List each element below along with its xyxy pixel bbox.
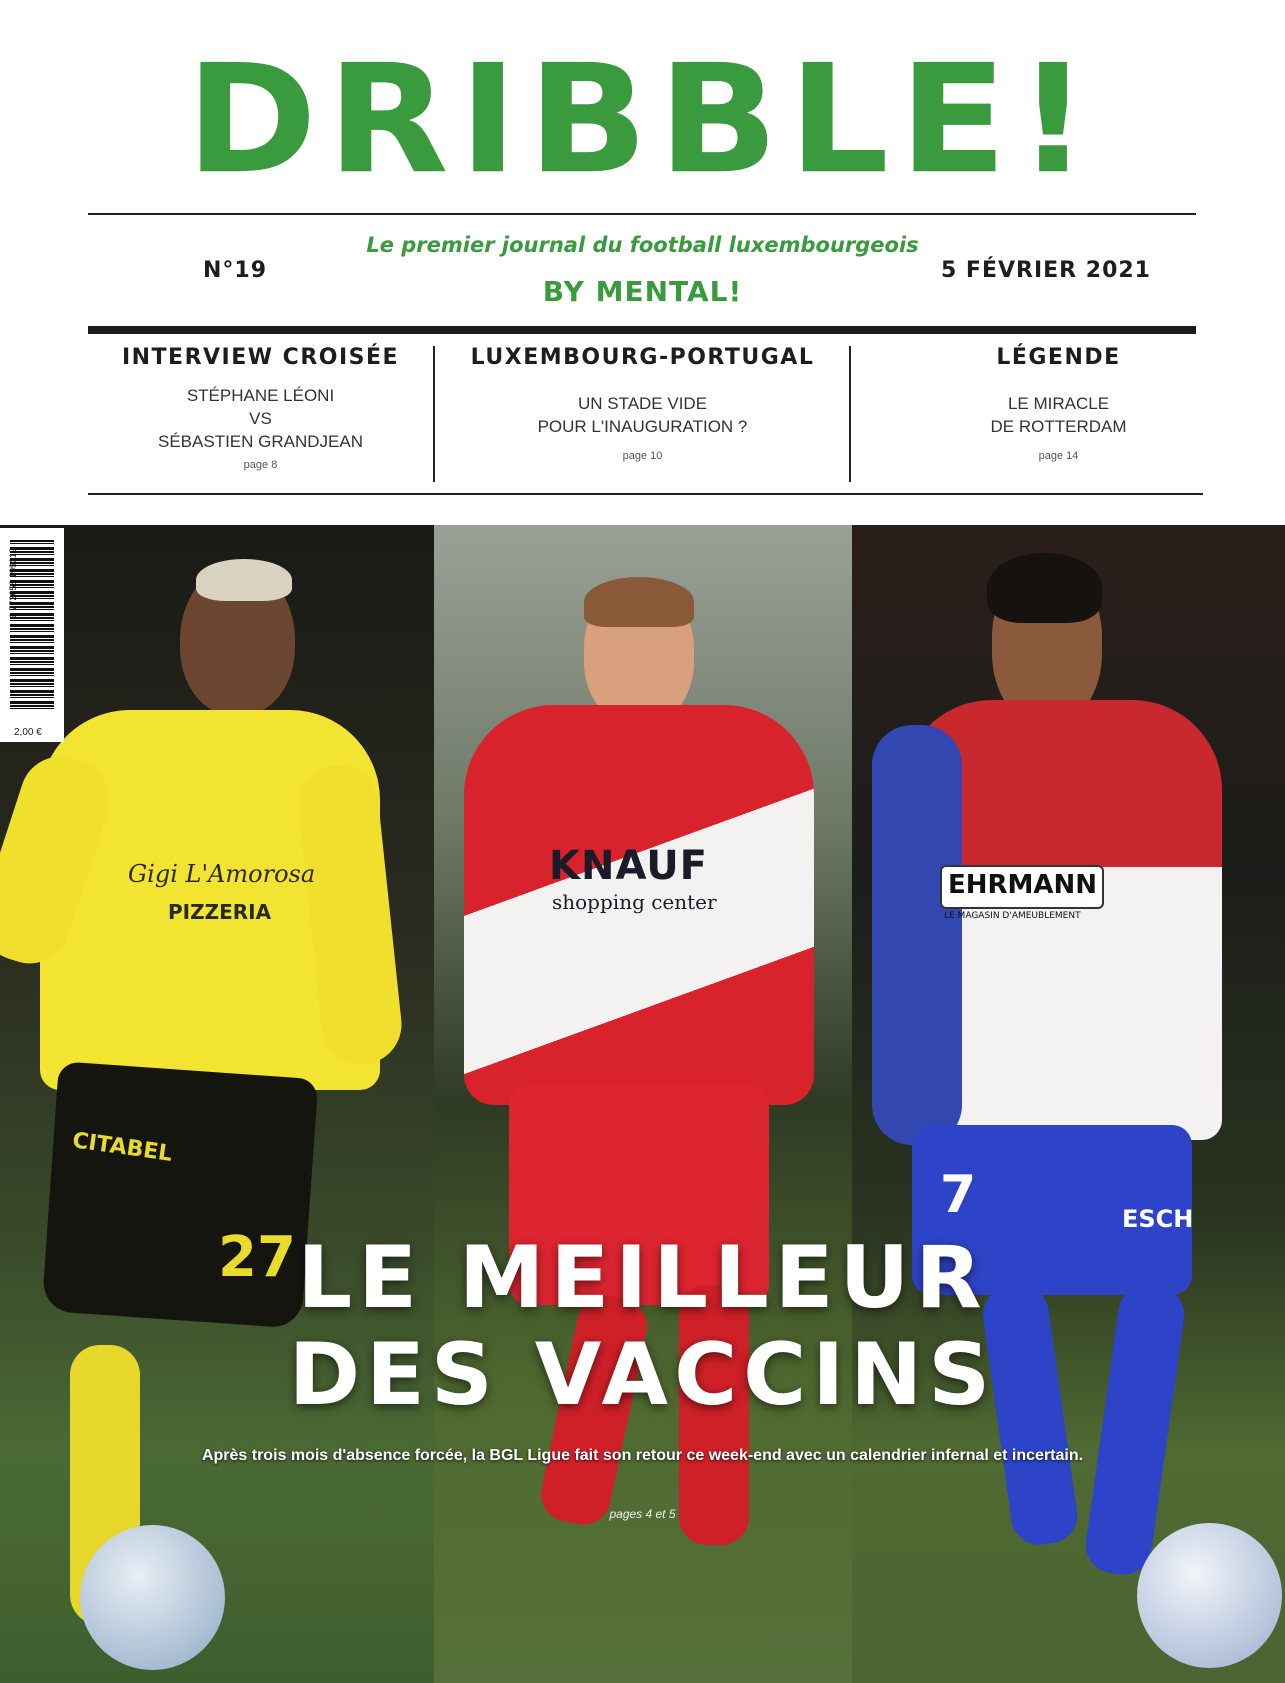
sponsor-text: LE MAGASIN D'AMEUBLEMENT <box>944 911 1081 921</box>
shorts-sponsor: ESCH <box>1122 1205 1194 1233</box>
issue-date: 5 FÉVRIER 2021 <box>940 258 1151 283</box>
shorts-sponsor: CITABEL <box>70 1128 174 1167</box>
sponsor-text: EHRMANN <box>948 870 1098 900</box>
teaser-page: page 14 <box>1038 450 1079 462</box>
sponsor-text: KNAUF <box>549 843 709 889</box>
shirt-number: 27 <box>218 1225 296 1290</box>
teaser-line: LE MIRACLE <box>1007 394 1110 413</box>
player-hair <box>584 577 694 627</box>
publisher-line: BY MENTAL! <box>542 275 743 308</box>
barcode-block <box>0 528 64 742</box>
teaser-luxembourg-portugal[interactable] <box>435 345 850 462</box>
teaser-line: VS <box>249 409 272 428</box>
teaser-line: SÉBASTIEN GRANDJEAN <box>158 432 363 451</box>
football <box>1137 1523 1282 1668</box>
teaser-legende[interactable] <box>851 345 1266 462</box>
player-hair <box>196 559 292 601</box>
teaser-heading: LUXEMBOURG-PORTUGAL <box>470 345 815 370</box>
header-bottom-rule <box>88 326 1196 334</box>
teaser-line: DE ROTTERDAM <box>990 417 1127 436</box>
cover-pages: pages 4 et 5 <box>609 1507 676 1521</box>
issue-number: N°19 <box>203 258 268 283</box>
shirt-number: 7 <box>940 1165 977 1225</box>
teaser-heading: INTERVIEW CROISÉE <box>121 345 400 370</box>
teaser-heading: LÉGENDE <box>996 345 1121 370</box>
player-hair <box>987 553 1102 623</box>
player-sleeve <box>872 725 962 1145</box>
teaser-page: page 8 <box>243 459 278 471</box>
cover-subtitle: Après trois mois d'absence forcée, la BGL Ligue fait son retour ce week-end avec un calendrier infernal et incertain. <box>201 1447 1084 1464</box>
teaser-bottom-rule <box>88 493 1203 495</box>
barcode-number: 9 772658 199012 <box>8 548 18 619</box>
teaser-line: POUR L'INAUGURATION ? <box>537 417 748 436</box>
masthead-title: DRIBBLE! <box>185 32 1100 208</box>
teaser-line: STÉPHANE LÉONI <box>186 386 335 405</box>
tagline: Le premier journal du football luxembourgeois <box>366 233 919 257</box>
sponsor-text: PIZZERIA <box>168 900 272 924</box>
cover-headline: LE MEILLEUR <box>297 1228 988 1328</box>
teaser-interview[interactable] <box>88 345 433 471</box>
cover-headline: DES VACCINS <box>288 1325 997 1425</box>
sponsor-text: Gigi L'Amorosa <box>128 860 316 888</box>
football <box>80 1525 225 1670</box>
cover-price: 2,00 € <box>14 727 42 738</box>
teaser-line: UN STADE VIDE <box>577 394 708 413</box>
sponsor-text: shopping center <box>552 890 717 914</box>
header-top-rule <box>88 213 1196 215</box>
teaser-page: page 10 <box>622 450 663 462</box>
